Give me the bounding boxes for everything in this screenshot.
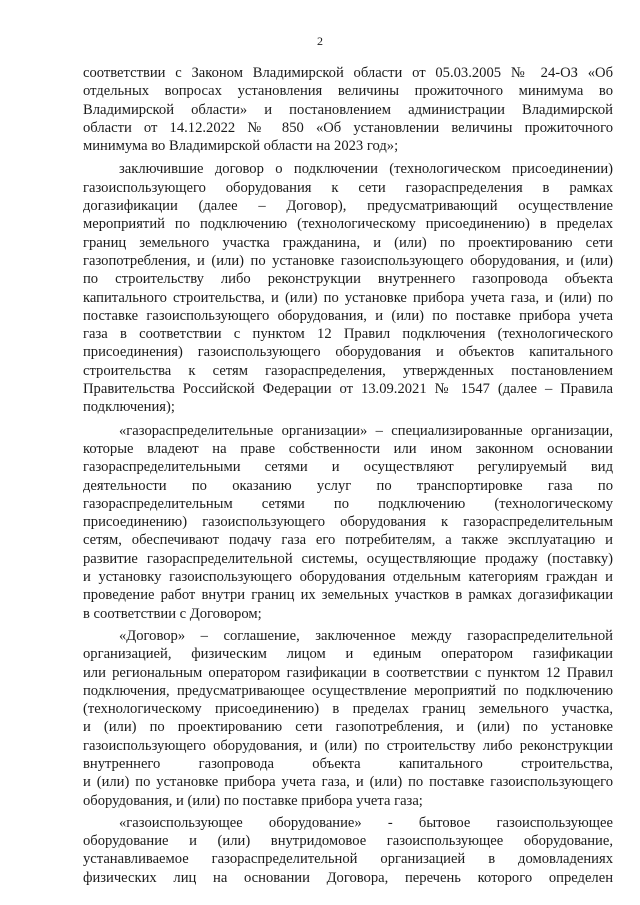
text-line: газопотребления, и (или) по установке газоиспользующего оборудования, и (или) [83,252,613,269]
text-line: развитие газораспределительной системы, осуществляющие продажу (поставку) [83,550,613,567]
paragraph [83,160,613,416]
text-line: в соответствии с Договором; [83,605,262,622]
paragraph [83,627,613,810]
paragraph [83,64,613,155]
text-line: заключившие договор о подключении (технологическом присоединении) [119,161,613,178]
text-line: деятельности по оказанию услуг по транспортировке газа по [83,477,613,494]
text-line: Правительства Российской Федерации от 13.09.2021 № 1547 (далее – Правила [83,381,613,398]
text-line: сетям, обеспечивают подачу газа его потребителям, а также эксплуатацию и [83,532,613,549]
text-line: поставке газоиспользующего оборудования, и (или) по поставке прибора учета [83,307,613,324]
text-line: газораспределительным сетями по подключению (технологическому [83,495,613,512]
text-line: мероприятий по подключению (технологическому присоединению) в пределах [83,216,613,233]
text-line: и (или) по установке прибора учета газа, и (или) по поставке газоиспользующего [83,774,613,791]
text-line: отдельных вопросах установления величины прожиточного минимума во [83,83,613,100]
text-line: капитального строительства, и (или) по установке прибора учета газа, и (или) по [83,289,613,306]
text-line: присоединения) газоиспользующего оборудования и объектов капитального [83,344,613,361]
text-line: и установку газоиспользующего оборудования отдельным категориям граждан и [83,569,613,586]
paragraph [83,814,613,887]
text-line: газа в соответствии с пунктом 12 Правил подключения (технологического [83,326,613,343]
text-line: физических лиц на основании Договора, перечень которого определен [83,869,613,886]
text-line: оборудования, и (или) по поставке прибора учета газа; [83,792,423,809]
text-line: «газораспределительные организации» – специализированные организации, [119,422,613,439]
text-line: минимума во Владимирской области на 2023 год»; [83,138,399,155]
text-line: подключения); [83,399,175,416]
text-line: и (или) по проектированию сети газопотребления, и (или) по установке [83,719,613,736]
text-line: проведение работ внутри границ их земельных участков в рамках догазификации [83,587,613,604]
text-line: газоиспользующего оборудования, и (или) по строительству либо реконструкции [83,737,613,754]
text-line: границ земельного участка гражданина, и (или) по проектированию сети [83,234,613,251]
text-line: Владимирской области» и постановлением администрации Владимирской [83,101,613,118]
text-line: организацией, физическим лицом и единым оператором газификации [83,646,613,663]
paragraph [83,422,613,623]
text-line: области от 14.12.2022 № 850 «Об установлении величины прожиточного [83,119,613,136]
text-line: газоиспользующего оборудования к сети газораспределения в рамках [83,179,613,196]
text-line: соответствии с Законом Владимирской области от 05.03.2005 № 24-ОЗ «Об [83,65,613,81]
text-line: «газоиспользующее оборудование» - бытовое газоиспользующее [119,814,613,831]
text-line: или региональным оператором газификации в соответствии с пунктом 12 Правил [83,664,613,681]
text-line: (технологическому присоединению) в пределах границ земельного участка, [83,701,613,718]
text-line: по строительству либо реконструкции внутреннего газопровода объекта [83,271,613,288]
page-number: 2 [317,34,323,48]
text-line: «Договор» – соглашение, заключенное между газораспределительной [119,627,613,644]
text-line: которые владеют на праве собственности или ином законном основании [83,440,613,457]
text-line: газораспределительными сетями и осуществляют регулируемый вид [83,459,613,476]
text-line: строительства к сетям газораспределения, утвержденных постановлением [83,362,613,379]
text-line: догазификации (далее – Договор), предусматривающий осуществление [83,198,613,215]
text-line: оборудование и (или) внутридомовое газоиспользующее оборудование, [83,833,613,850]
document-body [83,64,613,887]
text-line: подключения, предусматривающее осуществление мероприятий по подключению [83,682,613,699]
text-line: внутреннего газопровода объекта капитального строительства, [83,755,613,772]
text-line: присоединению) газоиспользующего оборудования к газораспределительным [83,514,613,531]
text-line: устанавливаемое газораспределительной организацией в домовладениях [83,851,613,868]
